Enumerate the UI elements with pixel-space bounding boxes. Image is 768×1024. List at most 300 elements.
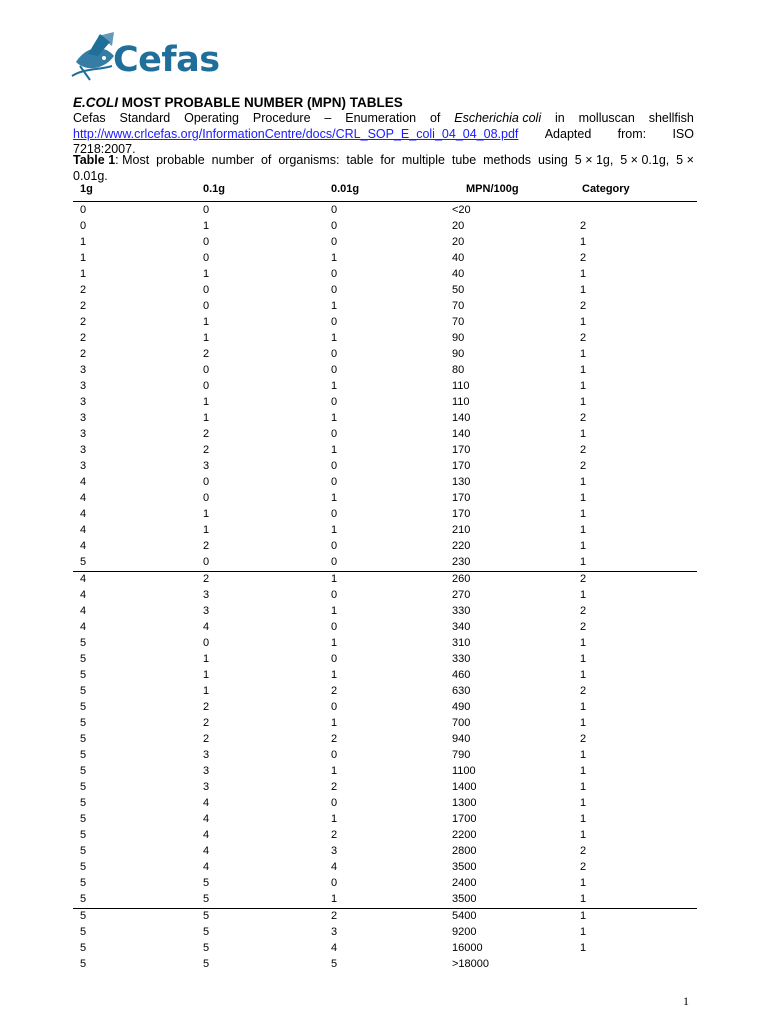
cell-mpn: 260 <box>452 573 471 585</box>
cell-0-1g: 1 <box>203 316 210 328</box>
cell-1g: 5 <box>80 701 87 713</box>
cell-category: 1 <box>580 797 587 809</box>
page-number: 1 <box>683 994 689 1008</box>
cell-1g: 5 <box>80 845 87 857</box>
intro-paragraph <box>73 111 694 158</box>
cell-0-01g: 1 <box>331 380 338 392</box>
caption-word: 5 × 1g, <box>574 153 614 167</box>
table-row <box>73 748 697 764</box>
cell-0-01g: 1 <box>331 492 338 504</box>
cell-mpn: 230 <box>452 556 471 568</box>
cell-mpn: >18000 <box>452 958 490 970</box>
cell-category: 1 <box>580 765 587 777</box>
cell-mpn: 630 <box>452 685 471 697</box>
cell-1g: 0 <box>80 204 87 216</box>
intro-line-2 <box>73 127 694 143</box>
intro-word: – <box>324 111 332 125</box>
cell-mpn: 70 <box>452 316 465 328</box>
cell-1g: 3 <box>80 460 87 472</box>
cell-0-01g: 1 <box>331 252 338 264</box>
intro-word: ISO <box>672 126 694 141</box>
cell-0-01g: 0 <box>331 220 338 232</box>
cell-1g: 4 <box>80 476 87 488</box>
cell-mpn: 170 <box>452 492 471 504</box>
caption-word: of <box>260 153 272 167</box>
table-row <box>73 812 697 828</box>
caption-word: tube <box>451 153 477 167</box>
cell-0-1g: 0 <box>203 476 210 488</box>
cell-0-1g: 1 <box>203 412 210 424</box>
cell-mpn: 170 <box>452 508 471 520</box>
cell-0-01g: 1 <box>331 893 338 905</box>
cell-category: 1 <box>580 396 587 408</box>
cell-1g: 2 <box>80 284 87 296</box>
table-row <box>73 331 697 347</box>
table-row <box>73 427 697 443</box>
cell-category: 1 <box>580 781 587 793</box>
intro-word: molluscan <box>578 111 635 125</box>
cell-1g: 1 <box>80 268 87 280</box>
cell-1g: 5 <box>80 829 87 841</box>
cell-0-01g: 0 <box>331 556 338 568</box>
cell-0-01g: 0 <box>331 749 338 761</box>
cell-category: 1 <box>580 669 587 681</box>
cell-0-1g: 3 <box>203 460 210 472</box>
cell-mpn: 460 <box>452 669 471 681</box>
cell-1g: 2 <box>80 348 87 360</box>
cell-0-1g: 3 <box>203 765 210 777</box>
cell-mpn: 330 <box>452 605 471 617</box>
cell-mpn: 70 <box>452 300 465 312</box>
cell-mpn: 340 <box>452 621 471 633</box>
cell-1g: 5 <box>80 942 87 954</box>
cell-0-1g: 3 <box>203 589 210 601</box>
cell-1g: 5 <box>80 813 87 825</box>
cell-0-01g: 2 <box>331 829 338 841</box>
cell-0-1g: 0 <box>203 364 210 376</box>
cell-0-01g: 4 <box>331 861 338 873</box>
cell-0-01g: 1 <box>331 765 338 777</box>
cell-0-01g: 0 <box>331 284 338 296</box>
cell-category: 1 <box>580 540 587 552</box>
cell-category: 1 <box>580 717 587 729</box>
cell-0-1g: 5 <box>203 942 210 954</box>
caption-line-2: 0.01g. <box>73 168 108 183</box>
cell-1g: 1 <box>80 236 87 248</box>
table-row <box>73 363 697 379</box>
table-row <box>73 957 697 973</box>
cell-1g: 5 <box>80 669 87 681</box>
table-row <box>73 299 697 315</box>
cell-1g: 5 <box>80 637 87 649</box>
cell-1g: 4 <box>80 605 87 617</box>
cell-mpn: 130 <box>452 476 471 488</box>
cell-0-01g: 3 <box>331 845 338 857</box>
cell-0-1g: 1 <box>203 524 210 536</box>
cell-category: 1 <box>580 813 587 825</box>
cell-0-01g: 0 <box>331 508 338 520</box>
cell-category: 1 <box>580 284 587 296</box>
intro-word: Standard <box>119 111 171 125</box>
cell-mpn: 940 <box>452 733 471 745</box>
cell-mpn: 700 <box>452 717 471 729</box>
table-row <box>73 684 697 700</box>
cell-0-1g: 2 <box>203 444 210 456</box>
cell-category: 1 <box>580 653 587 665</box>
cell-0-1g: 4 <box>203 845 210 857</box>
cell-category: 2 <box>580 605 587 617</box>
intro-word: Cefas <box>73 111 106 125</box>
cell-0-01g: 0 <box>331 877 338 889</box>
cell-1g: 1 <box>80 252 87 264</box>
title-italic: E.COLI <box>73 95 119 110</box>
cell-0-1g: 0 <box>203 236 210 248</box>
cell-0-1g: 1 <box>203 653 210 665</box>
cell-1g: 4 <box>80 573 87 585</box>
cell-0-1g: 0 <box>203 637 210 649</box>
caption-word: : Most <box>115 153 150 167</box>
cell-0-01g: 0 <box>331 268 338 280</box>
cell-mpn: 2200 <box>452 829 477 841</box>
cell-0-1g: 4 <box>203 621 210 633</box>
intro-word: Procedure <box>252 111 311 125</box>
cell-category: 2 <box>580 332 587 344</box>
cell-category: 2 <box>580 460 587 472</box>
intro-word: Operating <box>184 111 240 125</box>
cell-0-01g: 0 <box>331 348 338 360</box>
cell-mpn: 9200 <box>452 926 477 938</box>
table-row <box>73 267 697 283</box>
cell-mpn: 110 <box>452 380 470 392</box>
cell-mpn: 16000 <box>452 942 483 954</box>
cell-0-01g: 0 <box>331 540 338 552</box>
caption-word: methods <box>483 153 532 167</box>
cell-mpn: 50 <box>452 284 465 296</box>
cell-mpn: 490 <box>452 701 471 713</box>
cell-category: 2 <box>580 412 587 424</box>
header-rule <box>73 201 697 202</box>
cell-1g: 3 <box>80 428 87 440</box>
cell-1g: 5 <box>80 765 87 777</box>
cell-0-01g: 1 <box>331 444 338 456</box>
cell-0-01g: 5 <box>331 958 338 970</box>
cell-0-01g: 0 <box>331 316 338 328</box>
cell-0-01g: 1 <box>331 717 338 729</box>
intro-word: Enumeration <box>345 111 417 125</box>
cell-1g: 2 <box>80 316 87 328</box>
cell-0-1g: 3 <box>203 781 210 793</box>
cell-0-01g: 0 <box>331 701 338 713</box>
cell-mpn: 1400 <box>452 781 477 793</box>
cell-0-1g: 0 <box>203 300 210 312</box>
cell-0-01g: 0 <box>331 653 338 665</box>
table-row <box>73 283 697 299</box>
cell-0-1g: 5 <box>203 893 210 905</box>
cell-category: 1 <box>580 942 587 954</box>
cell-1g: 5 <box>80 685 87 697</box>
table-row <box>73 235 697 251</box>
table-row <box>73 219 697 235</box>
table-row <box>73 668 697 684</box>
cell-0-01g: 1 <box>331 813 338 825</box>
cell-category: 1 <box>580 508 587 520</box>
cell-0-1g: 1 <box>203 220 210 232</box>
cell-mpn: 210 <box>452 524 471 536</box>
cell-category: 1 <box>580 589 587 601</box>
caption-word: for <box>380 153 395 167</box>
cell-1g: 5 <box>80 926 87 938</box>
cell-0-1g: 2 <box>203 540 210 552</box>
cell-category: 1 <box>580 926 587 938</box>
cell-0-01g: 0 <box>331 589 338 601</box>
cell-0-1g: 3 <box>203 749 210 761</box>
cell-category: 1 <box>580 348 587 360</box>
table-row <box>73 347 697 363</box>
caption-word: table <box>346 153 374 167</box>
cell-0-1g: 1 <box>203 396 210 408</box>
table-row <box>73 251 697 267</box>
cell-0-1g: 4 <box>203 797 210 809</box>
cell-1g: 4 <box>80 508 87 520</box>
header-0-1g: 0.1g <box>203 183 226 195</box>
cell-1g: 3 <box>80 412 87 424</box>
cell-mpn: 330 <box>452 653 471 665</box>
cell-mpn: 3500 <box>452 861 477 873</box>
table-row <box>73 876 697 892</box>
cell-category: 1 <box>580 556 587 568</box>
cell-mpn: 170 <box>452 460 471 472</box>
cell-1g: 4 <box>80 540 87 552</box>
table-row <box>73 523 697 539</box>
cell-1g: 5 <box>80 556 87 568</box>
cell-category: 1 <box>580 910 587 922</box>
page-title <box>73 95 403 110</box>
table-row <box>73 764 697 780</box>
cell-0-1g: 1 <box>203 268 210 280</box>
table-row <box>73 395 697 411</box>
cell-0-01g: 0 <box>331 797 338 809</box>
source-link[interactable]: http://www.crlcefas.org/InformationCentre/docs/CRL_SOP_E_coli_04_04_08.pdf <box>73 126 519 141</box>
table-row <box>73 459 697 475</box>
cell-category: 1 <box>580 428 587 440</box>
cell-category: 1 <box>580 893 587 905</box>
table-row <box>73 379 697 395</box>
cell-category: 2 <box>580 573 587 585</box>
cell-category: 1 <box>580 268 587 280</box>
intro-line-3: 7218:2007. <box>73 142 136 156</box>
cell-0-01g: 1 <box>331 573 338 585</box>
cell-0-01g: 1 <box>331 524 338 536</box>
cell-0-01g: 0 <box>331 621 338 633</box>
cell-0-01g: 0 <box>331 236 338 248</box>
cell-category: 1 <box>580 701 587 713</box>
cell-mpn: 1300 <box>452 797 477 809</box>
cell-mpn: <20 <box>452 204 471 216</box>
cell-0-1g: 4 <box>203 813 210 825</box>
table-row <box>73 844 697 860</box>
table-row <box>73 620 697 636</box>
cell-0-01g: 2 <box>331 781 338 793</box>
cell-mpn: 140 <box>452 412 471 424</box>
cell-1g: 3 <box>80 380 87 392</box>
cell-0-1g: 4 <box>203 829 210 841</box>
cell-category: 1 <box>580 829 587 841</box>
cell-1g: 5 <box>80 781 87 793</box>
cell-0-1g: 5 <box>203 958 210 970</box>
cell-category: 1 <box>580 637 587 649</box>
cell-category: 1 <box>580 524 587 536</box>
table-row <box>73 588 697 604</box>
cell-mpn: 270 <box>452 589 471 601</box>
cell-1g: 3 <box>80 396 87 408</box>
caption-word: multiple <box>401 153 445 167</box>
cell-category: 2 <box>580 220 587 232</box>
table-row <box>73 411 697 427</box>
table-row <box>73 860 697 876</box>
table-row <box>73 700 697 716</box>
table-row <box>73 892 697 908</box>
cell-mpn: 3500 <box>452 893 477 905</box>
cell-category: 1 <box>580 364 587 376</box>
cell-0-1g: 0 <box>203 492 210 504</box>
cell-0-1g: 3 <box>203 605 210 617</box>
table-row <box>73 780 697 796</box>
table-header-row <box>73 183 694 200</box>
cell-category: 2 <box>580 861 587 873</box>
cell-0-1g: 1 <box>203 669 210 681</box>
cell-category: 1 <box>580 492 587 504</box>
cell-1g: 5 <box>80 749 87 761</box>
cell-1g: 5 <box>80 958 87 970</box>
cell-0-1g: 2 <box>203 733 210 745</box>
table-row <box>73 796 697 812</box>
logo-text: Cefas <box>113 40 220 80</box>
table-row <box>73 475 697 491</box>
table-row <box>73 652 697 668</box>
table-row <box>73 555 697 571</box>
cell-0-1g: 5 <box>203 926 210 938</box>
cell-0-01g: 1 <box>331 605 338 617</box>
cell-0-01g: 1 <box>331 669 338 681</box>
caption-word: using <box>537 153 568 167</box>
cell-0-01g: 0 <box>331 204 338 216</box>
header-1g: 1g <box>80 183 93 195</box>
table-row <box>73 315 697 331</box>
table-row <box>73 828 697 844</box>
cell-0-01g: 0 <box>331 476 338 488</box>
cell-1g: 5 <box>80 733 87 745</box>
cell-mpn: 2400 <box>452 877 477 889</box>
table-row <box>73 636 697 652</box>
cell-1g: 4 <box>80 621 87 633</box>
cell-category: 2 <box>580 845 587 857</box>
table-row <box>73 443 697 459</box>
cell-1g: 2 <box>80 300 87 312</box>
intro-word: of <box>429 111 441 125</box>
cell-mpn: 140 <box>452 428 471 440</box>
table-label: Table 1 <box>73 153 116 167</box>
cell-1g: 5 <box>80 910 87 922</box>
cell-mpn: 310 <box>452 637 471 649</box>
cell-0-1g: 1 <box>203 685 210 697</box>
cell-1g: 3 <box>80 364 87 376</box>
caption-word: 5 × <box>676 153 694 167</box>
cell-mpn: 5400 <box>452 910 477 922</box>
cell-category: 2 <box>580 252 587 264</box>
cell-0-01g: 1 <box>331 300 338 312</box>
cell-1g: 4 <box>80 524 87 536</box>
cell-0-1g: 0 <box>203 380 210 392</box>
cell-mpn: 220 <box>452 540 471 552</box>
cell-0-01g: 0 <box>331 364 338 376</box>
cell-mpn: 170 <box>452 444 471 456</box>
cell-0-1g: 2 <box>203 717 210 729</box>
cell-0-01g: 0 <box>331 428 338 440</box>
cell-category: 2 <box>580 444 587 456</box>
cell-category: 1 <box>580 380 587 392</box>
cell-0-1g: 2 <box>203 701 210 713</box>
cell-category: 1 <box>580 877 587 889</box>
cell-1g: 4 <box>80 589 87 601</box>
cell-0-1g: 2 <box>203 348 210 360</box>
cell-mpn: 80 <box>452 364 465 376</box>
cell-0-1g: 1 <box>203 332 210 344</box>
cell-mpn: 40 <box>452 252 465 264</box>
cell-category: 2 <box>580 621 587 633</box>
cell-category: 2 <box>580 733 587 745</box>
cell-category: 1 <box>580 236 587 248</box>
cell-1g: 5 <box>80 861 87 873</box>
cell-1g: 5 <box>80 653 87 665</box>
table-row <box>73 925 697 941</box>
cell-mpn: 90 <box>452 348 465 360</box>
header-mpn: MPN/100g <box>466 183 519 195</box>
cell-0-1g: 2 <box>203 573 210 585</box>
caption-lead <box>73 153 149 169</box>
cell-1g: 5 <box>80 893 87 905</box>
caption-word: 5 × 0.1g, <box>620 153 670 167</box>
cell-0-1g: 0 <box>203 556 210 568</box>
cell-category: 1 <box>580 316 587 328</box>
caption-word: organisms: <box>278 153 340 167</box>
table-row <box>73 572 697 588</box>
intro-word: shellfish <box>648 111 694 125</box>
cell-0-01g: 1 <box>331 637 338 649</box>
table-row <box>73 539 697 555</box>
cell-0-1g: 2 <box>203 428 210 440</box>
cell-mpn: 90 <box>452 332 465 344</box>
table-row <box>73 203 697 219</box>
cell-0-01g: 1 <box>331 332 338 344</box>
table-row <box>73 491 697 507</box>
cell-0-1g: 0 <box>203 284 210 296</box>
cell-0-1g: 5 <box>203 877 210 889</box>
table-row <box>73 732 697 748</box>
table-row <box>73 909 697 925</box>
cell-0-1g: 0 <box>203 204 210 216</box>
intro-word: in <box>554 111 565 125</box>
cell-mpn: 1700 <box>452 813 477 825</box>
table-caption <box>73 153 694 184</box>
cell-category: 1 <box>580 749 587 761</box>
cell-1g: 0 <box>80 220 87 232</box>
cell-0-01g: 2 <box>331 733 338 745</box>
caption-word: probable <box>156 153 205 167</box>
table-row <box>73 716 697 732</box>
caption-word: number <box>211 153 255 167</box>
cell-0-1g: 1 <box>203 508 210 520</box>
cell-0-01g: 2 <box>331 910 338 922</box>
